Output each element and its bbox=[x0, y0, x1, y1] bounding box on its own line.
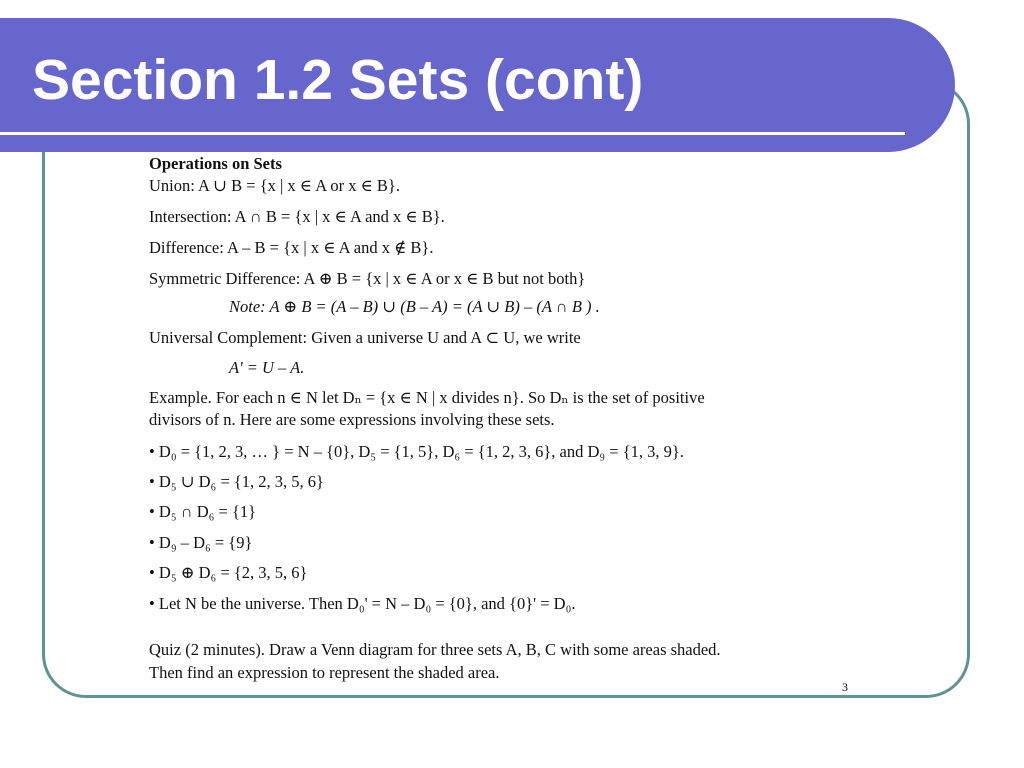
title-underline bbox=[0, 132, 905, 135]
quiz-line-2: Then find an expression to represent the shaded area. bbox=[149, 663, 500, 682]
complement-formula: A' = U – A. bbox=[229, 358, 305, 377]
universal-complement-definition: Universal Complement: Given a universe U and A ⊂ U, we write bbox=[149, 328, 581, 347]
example-line-1: Example. For each n ∈ N let Dₙ = {x ∈ N | x divides n}. So Dₙ is the set of positive bbox=[149, 388, 705, 407]
bullet-intersection: • D₅ ∩ D₆ = {1} bbox=[149, 502, 257, 521]
bullet-complement: • Let N be the universe. Then D₀' = N – D₀ = {0}, and {0}' = D₀. bbox=[149, 594, 576, 613]
page-number: 3 bbox=[842, 680, 848, 694]
section-heading: Operations on Sets bbox=[149, 154, 282, 173]
quiz-line-1: Quiz (2 minutes). Draw a Venn diagram for three sets A, B, C with some areas shaded. bbox=[149, 640, 721, 659]
symmetric-difference-definition: Symmetric Difference: A ⊕ B = {x | x ∈ A or x ∈ B but not both} bbox=[149, 269, 586, 288]
slide-title: Section 1.2 Sets (cont) bbox=[32, 48, 644, 112]
difference-definition: Difference: A – B = {x | x ∈ A and x ∉ B}. bbox=[149, 238, 434, 257]
intersection-definition: Intersection: A ∩ B = {x | x ∈ A and x ∈ B}. bbox=[149, 207, 445, 226]
bullet-symmetric-difference: • D₅ ⊕ D₆ = {2, 3, 5, 6} bbox=[149, 563, 308, 582]
bullet-union: • D₅ ∪ D₆ = {1, 2, 3, 5, 6} bbox=[149, 472, 324, 491]
bullet-divisor-sets: • D₀ = {1, 2, 3, … } = N – {0}, D₅ = {1, 5}, D₆ = {1, 2, 3, 6}, and D₉ = {1, 3, 9}. bbox=[149, 442, 684, 461]
symmetric-difference-note: Note: A ⊕ B = (A – B) ∪ (B – A) = (A ∪ B) – (A ∩ B ) . bbox=[229, 297, 600, 316]
union-definition: Union: A ∪ B = {x | x ∈ A or x ∈ B}. bbox=[149, 176, 400, 195]
example-line-2: divisors of n. Here are some expressions involving these sets. bbox=[149, 410, 555, 429]
bullet-difference: • D₉ – D₆ = {9} bbox=[149, 533, 253, 552]
